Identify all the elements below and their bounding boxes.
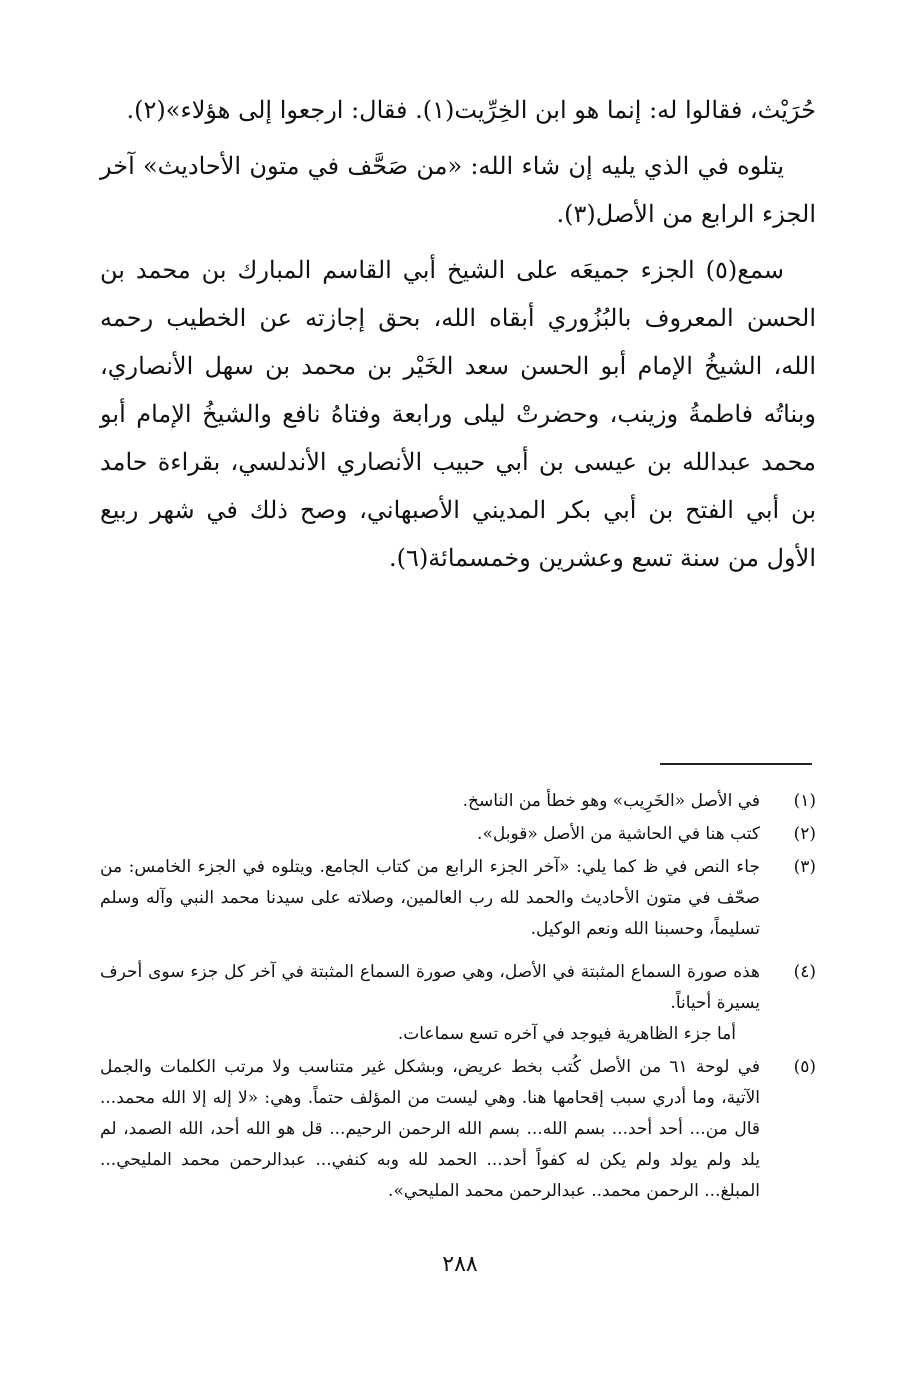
footnote-number: (٤) xyxy=(793,962,816,982)
footnote-5 xyxy=(100,1052,816,1207)
footnote-2 xyxy=(100,819,816,850)
footnotes xyxy=(100,786,816,1209)
main-text xyxy=(100,86,816,590)
page-number: ٢٨٨ xyxy=(442,1252,478,1277)
footnote-number: (٥) xyxy=(793,1057,816,1077)
footnote-number: (٢) xyxy=(793,824,816,844)
footnote-number: (١) xyxy=(793,791,816,811)
footnote-text: في لوحة ٦١ من الأصل كُتب بخط عريض، وبشكل غير متناسب ولا مرتب الكلمات والجمل الآتية، وما أدري سبب إقحامها هنا. وهي ليست من المؤلف حتماً. وهي: «لا إله إلا الله محمد... قال من... أحد أحد... بسم الله... بسم الله الرحمن الرحيم... قل هو الله أحد، الله الصمد، لم يلد ولم يولد ولم يكن له كفواً أحد... الحمد لله وبه كنفي... عبدالرحمن محمد المليحي... المبلغ... الرحمن محمد.. عبدالرحمن محمد المليحي». xyxy=(100,1057,760,1201)
footnote-separator xyxy=(660,763,812,765)
footnote-text: كتب هنا في الحاشية من الأصل «قوبل». xyxy=(477,824,760,844)
footnote-1 xyxy=(100,786,816,817)
footnote-3 xyxy=(100,852,816,945)
paragraph-audition-note: سمع(٥) الجزء جميعَه على الشيخ أبي القاسم المبارك بن محمد بن الحسن المعروف بالبُزُوري أبقاه الله، بحق إجازته عن الخطيب رحمه الله، الشيخُ الإمام أبو الحسن سعد الخَيْر بن محمد بن سهل الأنصاري، وبناتُه فاطمةُ وزينب، وحضرتْ ليلى ورابعة وفتاهُ نافع والشيخُ الإمام أبو محمد عبدالله بن عيسى بن أبي حبيب الأنصاري الأندلسي، بقراءة حامد بن أبي الفتح بن أبي بكر المديني الأصبهاني، وصح ذلك في شهر ربيع الأول من سنة تسع وعشرين وخمسمائة(٦). xyxy=(100,256,816,572)
paragraph-continuation: حُرَيْث، فقالوا له: إنما هو ابن الخِرِّيت(١). فقال: ارجعوا إلى هؤلاء»(٢). xyxy=(126,96,816,124)
footnote-body xyxy=(100,957,760,1050)
footnote-extra-line: أما جزء الظاهرية فيوجد في آخره تسع سماعات. xyxy=(397,1024,736,1044)
footnote-4 xyxy=(100,957,816,1050)
footnote-text: في الأصل «الخَرِيب» وهو خطأ من الناسخ. xyxy=(462,791,760,811)
footnote-text: هذه صورة السماع المثبتة في الأصل، وهي صورة السماع المثبتة في آخر كل جزء سوى أحرف يسيرة أحياناً. xyxy=(100,962,760,1013)
footnote-text: جاء النص في ظ كما يلي: «آخر الجزء الرابع من كتاب الجامع. ويتلوه في الجزء الخامس: من صحّف في متون الأحاديث والحمد لله رب العالمين، وصلاته على سيدنا محمد النبي وآله وسلم تسليماً، وحسبنا الله ونعم الوكيل. xyxy=(100,857,760,939)
footnote-number: (٣) xyxy=(793,857,816,877)
paragraph-colophon: يتلوه في الذي يليه إن شاء الله: «من صَحَّف في متون الأحاديث» آخر الجزء الرابع من الأصل(٣). xyxy=(100,152,816,228)
